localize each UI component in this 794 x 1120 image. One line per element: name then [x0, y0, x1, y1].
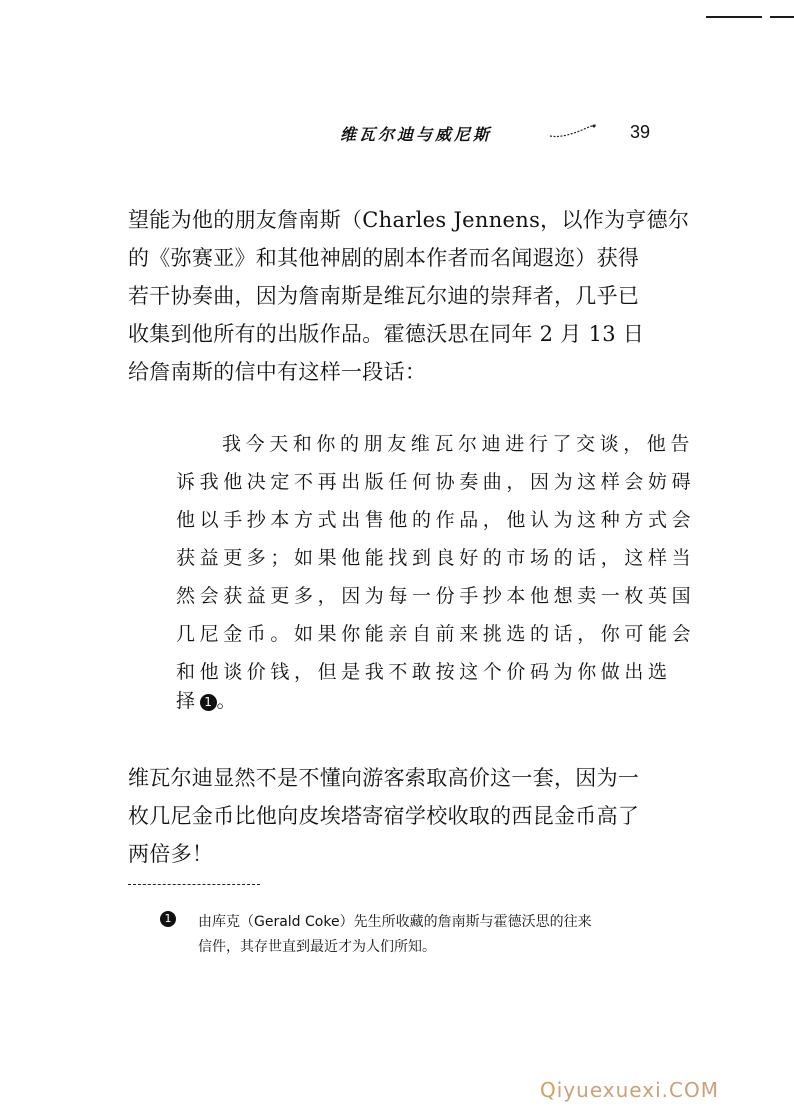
- quote-last-line: [176, 686, 240, 713]
- quote-line: 然会获益更多，因为每一份手抄本他想卖一枚英国: [176, 585, 696, 607]
- body-line: 给詹南斯的信中有这样一段话：: [128, 360, 427, 384]
- header-rule-left: [706, 16, 762, 18]
- footnote-line: 由库克（Gerald Coke）先生所收藏的詹南斯与霍德沃思的往来: [198, 914, 592, 930]
- quote-line: 几尼金币。如果你能亲自前来挑选的话，你可能会: [176, 623, 696, 645]
- quote-line: 和他谈价钱，但是我不敢按这个价码为你做出选: [176, 661, 672, 683]
- body-line: 望能为他的朋友詹南斯（Charles Jennens，以作为亨德尔: [128, 208, 690, 232]
- quote-line: 我今天和你的朋友维瓦尔迪进行了交谈，他告: [222, 433, 695, 455]
- page-number: 39: [630, 122, 651, 142]
- footnote-separator: [128, 884, 260, 886]
- quote-line: 他以手抄本方式出售他的作品，他认为这种方式会: [176, 509, 696, 531]
- body-line: 若干协奏曲，因为詹南斯是维瓦尔迪的崇拜者，几乎已: [128, 284, 640, 308]
- body-line: 的《弥赛亚》和其他神剧的剧本作者而名闻遐迩）获得: [128, 246, 640, 270]
- body-line: 两倍多！: [128, 842, 214, 866]
- footnote-line: 信件，其存世直到最近才为人们所知。: [198, 939, 436, 955]
- footnote-marker: 1: [160, 911, 176, 927]
- footnote-reference-marker[interactable]: 1: [200, 694, 217, 711]
- body-line: 枚几尼金币比他向皮埃塔寄宿学校收取的西昆金币高了: [128, 804, 640, 828]
- body-line: 收集到他所有的出版作品。霍德沃思在同年 2 月 13 日: [128, 322, 645, 346]
- site-watermark: Qiyuexuexi.COM: [540, 1078, 719, 1102]
- quote-line: 获益更多；如果他能找到良好的市场的话，这样当: [176, 547, 696, 569]
- quote-last-text: 择: [176, 690, 200, 712]
- body-line: 维瓦尔迪显然不是不懂向游客索取高价这一套，因为一: [128, 766, 640, 790]
- quote-last-punct: 。: [216, 690, 241, 712]
- ornament-flourish-icon: [548, 124, 598, 140]
- running-title: 维瓦尔迪与威尼斯: [340, 125, 493, 144]
- header-rule-right: [770, 16, 794, 18]
- quote-line: 诉我他决定不再出版任何协奏曲，因为这样会妨碍: [176, 471, 696, 493]
